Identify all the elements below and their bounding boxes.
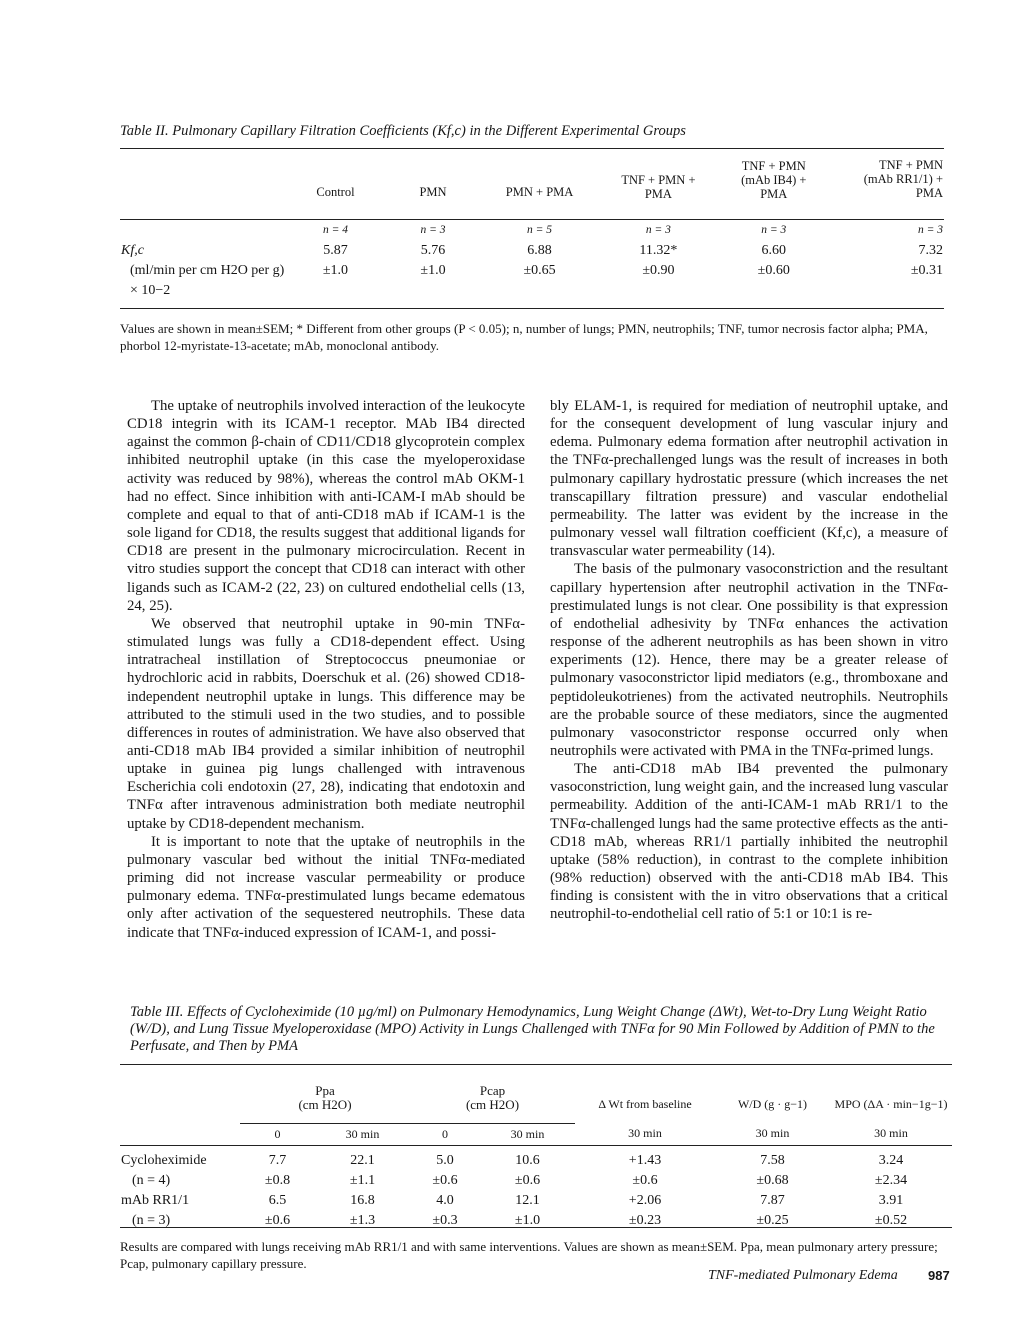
table3-cell: ±0.6 xyxy=(514,1173,541,1188)
page-number: 987 xyxy=(928,1268,950,1283)
table3-note: Results are compared with lungs receiving mAb RR1/1 and with same interventions. Values are shown as mean±SEM. Ppa, mean pulmonary artery pressure; Pcap, pulmonary capillary pressure. xyxy=(120,1239,938,1271)
table2-sem: ±1.0 xyxy=(420,263,446,278)
table3-group-ppa xyxy=(240,1077,410,1113)
table2-n: n = 5 xyxy=(527,224,553,237)
table3-cell: ±0.6 xyxy=(632,1173,658,1188)
table2-mean: 5.87 xyxy=(323,243,348,258)
table3-cell: ±0.6 xyxy=(264,1213,291,1228)
body-right-column xyxy=(550,397,948,924)
table3-subheader: 30 min xyxy=(755,1126,790,1141)
table3-cell: +1.43 xyxy=(628,1153,662,1168)
body-left-column xyxy=(127,397,525,942)
table3-cell: ±0.52 xyxy=(874,1213,908,1228)
table3-cell: 7.58 xyxy=(760,1153,785,1168)
paragraph: bly ELAM-1, is required for mediation of neutrophil uptake, and for the consequent development of lung vascular injury and edema. Pulmonary edema formation after neutrophil activation in the TNFα-prechallenged lungs was the result of increases in both pulmonary capillary hydrostatic pressure (which increases the net transcapillary filtration pressure) and vascular endothelial permeability. The latter was evident by the increase in the pulmonary vessel wall filtration coefficient (Kf,c), a measure of transvascular water permeability (14). xyxy=(550,398,948,560)
table3-cell: ±1.3 xyxy=(349,1213,376,1228)
table2-header-row xyxy=(120,157,944,201)
table2-n: n = 3 xyxy=(917,224,943,237)
table2-n: n = 4 xyxy=(322,224,348,237)
table3-cell: ±0.3 xyxy=(432,1213,458,1228)
table3-subheader: 0 xyxy=(442,1126,448,1141)
table3-cell: 3.91 xyxy=(878,1193,904,1208)
table3-row xyxy=(120,1151,952,1171)
table3-cell: ±0.23 xyxy=(628,1213,662,1228)
table3-group-unit: (cm H2O) xyxy=(298,1097,352,1112)
paragraph: It is important to note that the uptake of neutrophils in the pulmonary vascular bed without the initial TNFα-mediated priming did not increase vascular permeability or produce pulmonary edema. TNFα-prestimulated lungs became edematous only after activation of the sequestered neutrophils. These data indicate that TNFα-induced expression of ICAM-1, and possi- xyxy=(127,833,525,941)
table3-group-symbol: Pcap xyxy=(479,1083,506,1098)
table3-row-label: mAb RR1/1 xyxy=(121,1193,190,1208)
table3-group-label: W/D (g · g−1) xyxy=(737,1097,808,1111)
paragraph: The uptake of neutrophils involved interaction of the leukocyte CD18 integrin with its ICAM-1 receptor. MAb IB4 directed against the common β-chain of CD11/CD18 glycoprotein complex inhibited neutrophil uptake (in this case the myeloperoxidase activity was reduced by 98%), whereas the control mAb OKM-1 had no effect. Since inhibition with anti-ICAM-I mAb should be complete and equal to that of anti-CD18 mAb if ICAM-1 is the sole ligand for CD18, the results suggest that additional ligands for CD18 are present in the pulmonary microcirculation. Recent in vitro studies support the concept that CD18 can interact with other ligands such as ICAM-2 (22, 23) on cultured endothelial cells (13, 24, 25). xyxy=(127,398,525,614)
table2-mean: 11.32* xyxy=(639,243,678,258)
table3-cell: ±0.6 xyxy=(432,1173,458,1188)
table3-caption: Table III. Effects of Cycloheximide (10 µg/ml) on Pulmonary Hemodynamics, Lung Weight Change (ΔWt), Wet-to-Dry Lung Weight Ratio (W/D), and Lung Tissue Myeloperoxidase (MPO) Activity in Lungs Challenged with TNFα for 90 Min Followed by Addition of PMN to the Perfusate, and Then by PMA xyxy=(130,1004,935,1054)
table3-group-label: Δ Wt from baseline xyxy=(598,1097,692,1111)
table2-row-label: Kf,c xyxy=(121,243,144,258)
table2-n: n = 3 xyxy=(761,224,787,237)
table2-mean-row xyxy=(120,241,944,261)
table3-row-label: (n = 3) xyxy=(132,1213,171,1228)
table3-cell: 22.1 xyxy=(350,1153,375,1168)
table2-sem: ±1.0 xyxy=(322,263,349,278)
table3-group-label: MPO (ΔA · min−1g−1) xyxy=(834,1097,948,1111)
table3-subheader: 0 xyxy=(274,1126,281,1141)
table2-sem-row xyxy=(120,261,944,281)
table2-header: Control xyxy=(316,185,355,199)
table3-row xyxy=(120,1211,952,1231)
table3-cell: 6.5 xyxy=(268,1193,287,1208)
table3-group-unit: (cm H2O) xyxy=(465,1097,520,1112)
table2-mean: 7.32 xyxy=(918,243,943,258)
table3-subheader: 30 min xyxy=(628,1126,662,1141)
table3-cell: ±0.8 xyxy=(264,1173,291,1188)
table3-row-label: Cycloheximide xyxy=(121,1153,207,1168)
table3-cell: ±1.0 xyxy=(514,1213,541,1228)
table3-cell: ±2.34 xyxy=(874,1173,908,1188)
table3-cell: 16.8 xyxy=(350,1193,375,1208)
table2-mean: 5.76 xyxy=(420,243,446,258)
table2-sem: ±0.60 xyxy=(757,263,790,278)
table2-header: PMN xyxy=(419,185,447,199)
table2-header: TNF + PMN + PMA xyxy=(621,173,696,201)
table2-sem: ±0.90 xyxy=(642,263,675,278)
running-title: TNF-mediated Pulmonary Edema xyxy=(708,1268,898,1283)
table3-row-label: (n = 4) xyxy=(132,1173,171,1188)
table3-cell: 7.7 xyxy=(268,1153,287,1168)
table3-bottom-rule xyxy=(120,1227,952,1228)
table3-cell: 5.0 xyxy=(436,1153,454,1168)
table2-bottom-rule xyxy=(120,308,944,309)
table3-top-rule xyxy=(120,1064,952,1065)
table3-cell: 4.0 xyxy=(436,1193,454,1208)
table3-subheader-row xyxy=(120,1123,952,1145)
table3-subheader: 30 min xyxy=(510,1126,545,1141)
table2-n: n = 3 xyxy=(645,224,671,237)
table3-group-pcap xyxy=(410,1077,575,1113)
table2-row-scale: × 10−2 xyxy=(130,283,171,298)
paragraph: We observed that neutrophil uptake in 90-min TNFα-stimulated lungs was fully a CD18-dependent effect. Using intratracheal instillation of Streptococcus pneumoniae or hydrochloric acid in rabbits, Doerschuk et al. (26) showed CD18-independent neutrophil uptake in lungs. This difference may be attributed to the stimuli used in the two studies, and to possible differences in routes of administration. We have also observed that anti-CD18 mAb IB4 provided a similar inhibition of neutrophil uptake in guinea pig lungs challenged with intravenous Escherichia coli endotoxin (27, 28), indicating that endotoxin and TNFα after intravenous administration both mediate neutrophil uptake by CD18-dependent mechanism. xyxy=(127,615,525,832)
table2-n: n = 3 xyxy=(420,224,446,237)
table3-cell: 12.1 xyxy=(515,1193,540,1208)
table2-sem: ±0.65 xyxy=(523,263,556,278)
table2 xyxy=(120,157,944,301)
table2-mean: 6.60 xyxy=(761,243,787,258)
table3-group-row xyxy=(120,1077,952,1113)
table3-cell: ±0.25 xyxy=(756,1213,789,1228)
table3-cell: 10.6 xyxy=(515,1153,540,1168)
table2-header: TNF + PMN (mAb IB4) + PMA xyxy=(741,159,807,201)
table3-subheader: 30 min xyxy=(874,1126,908,1141)
table2-mean: 6.88 xyxy=(527,243,552,258)
table3-row xyxy=(120,1191,952,1211)
table3-subheader: 30 min xyxy=(345,1126,380,1141)
table2-sem: ±0.31 xyxy=(910,263,943,278)
table3-cell: 7.87 xyxy=(760,1193,785,1208)
table2-header: PMN + PMA xyxy=(505,185,574,199)
table3-group-symbol: Ppa xyxy=(315,1083,335,1098)
table3 xyxy=(120,1077,952,1231)
paragraph: The basis of the pulmonary vasoconstriction and the resultant capillary hypertension after neutrophil activation in the TNFα-prestimulated lungs is not clear. One possibility is that expression of endothelial adhesivity by TNFα enhances the activation response of the adherent neutrophils as has been shown in vitro experiments (12). Hence, there may be a greater release of pulmonary vasoconstrictor lipid mediators (e.g., thromboxane and peptidoleukotrienes) from the activated neutrophils. Neutrophils are the probable source of these mediators, since the augmented pulmonary vasoconstrictor response occurred only when neutrophils were activated with PMA in the TNFα-primed lungs. xyxy=(550,561,948,759)
table2-header: TNF + PMN (mAb RR1/1) + PMA xyxy=(863,158,943,200)
table3-cell: ±0.68 xyxy=(756,1173,789,1188)
table3-cell: ±1.1 xyxy=(349,1173,376,1188)
table3-cell: 3.24 xyxy=(878,1153,904,1168)
table3-row xyxy=(120,1171,952,1191)
paragraph: The anti-CD18 mAb IB4 prevented the pulmonary vasoconstriction, lung weight gain, and the increased lung vascular permeability. Addition of the anti-ICAM-1 mAb RR1/1 to the TNFα-challenged lungs had the same protective effects as the anti-CD18 mAb, whereas RR1/1 partially inhibited the neutrophil uptake (58% reduction), in contrast to the complete inhibition (98% reduction) observed with the anti-CD18 mAb IB4. This finding is consistent with the in vitro observations that a critical neutrophil-to-endothelial cell ratio of 5:1 or 10:1 is re- xyxy=(550,761,948,923)
table2-note: Values are shown in mean±SEM; * Different from other groups (P < 0.05); n, number of lungs; PMN, neutrophils; TNF, tumor necrosis factor alpha; PMA, phorbol 12-myristate-13-acetate; mAb, monoclonal antibody. xyxy=(120,321,928,353)
table2-top-rule xyxy=(120,148,944,149)
table2-n-row xyxy=(120,219,944,241)
table2-row-unit: (ml/min per cm H2O per g) xyxy=(130,263,285,278)
table3-cell: +2.06 xyxy=(628,1193,662,1208)
table2-caption: Table II. Pulmonary Capillary Filtration Coefficients (Kf,c) in the Different Experimental Groups xyxy=(120,123,686,139)
